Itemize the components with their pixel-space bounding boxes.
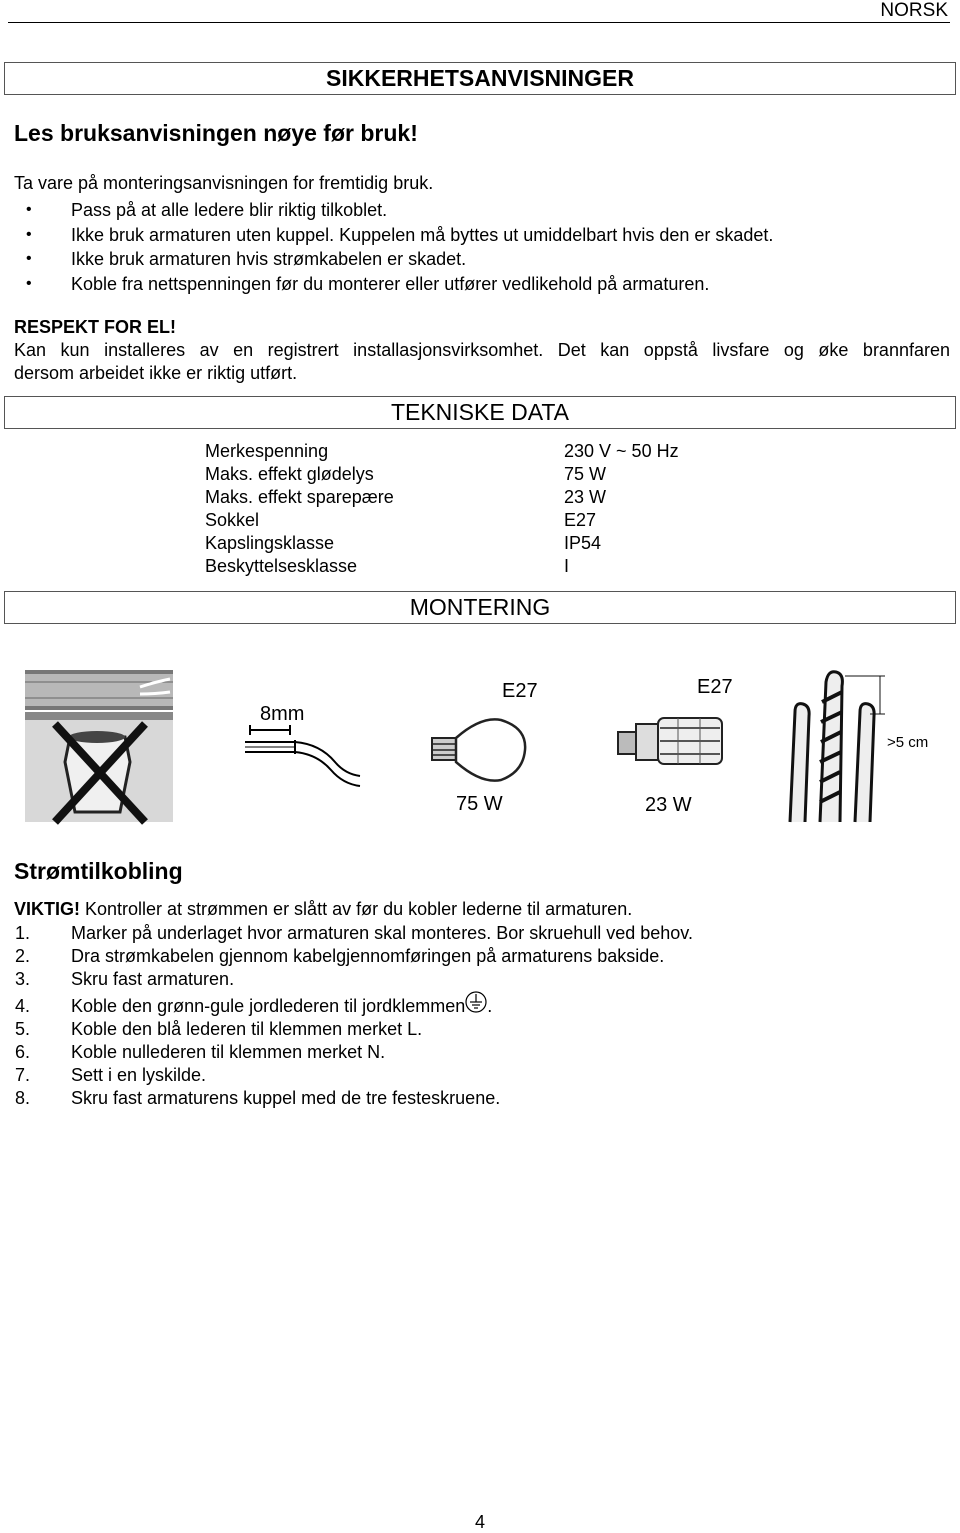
bullet-icon: • xyxy=(26,225,32,243)
mounting-heading: MONTERING xyxy=(4,591,956,624)
safety-heading: SIKKERHETSANVISNINGER xyxy=(4,62,956,95)
energy-saving-bulb-icon xyxy=(618,718,722,764)
safety-bullet-list xyxy=(14,198,773,296)
wire-strip-icon xyxy=(245,725,360,786)
bulb-power-label: 75 W xyxy=(456,793,503,815)
list-item: 7. Sett i en lyskilde. xyxy=(15,1065,207,1085)
page-language: NORSK xyxy=(880,0,948,21)
respect-text-line-1: Kan kun installeres av en registrert installasjonsvirksomhet. Det kan oppstå livsfare og øke brannfaren xyxy=(14,340,950,360)
list-item: 8. Skru fast armaturens kuppel med de tre festeskruene. xyxy=(15,1088,501,1108)
table-row: Beskyttelsesklasse I xyxy=(205,556,570,576)
keep-instructions-text: Ta vare på monteringsanvisningen for fremtidig bruk. xyxy=(14,173,434,193)
list-item: • Pass på at alle ledere blir riktig tilkoblet. xyxy=(14,198,773,223)
tech-data-table xyxy=(205,440,905,578)
list-item: 6. Koble nullederen til klemmen merket N. xyxy=(15,1042,386,1062)
list-item: 1. Marker på underlaget hvor armaturen skal monteres. Bor skruehull ved behov. xyxy=(15,923,693,943)
power-connection-heading: Strømtilkobling xyxy=(14,858,183,884)
strip-length-label: 8mm xyxy=(260,703,305,725)
bullet-icon: • xyxy=(26,201,32,218)
tech-data-heading: TEKNISKE DATA xyxy=(4,396,956,429)
list-item: • Ikke bruk armaturen uten kuppel. Kuppelen må byttes ut umiddelbart hvis den er skadet. xyxy=(14,223,773,248)
table-row: Sokkel E27 xyxy=(205,510,597,530)
important-text: Kontroller at strømmen er slått av før du kobler lederne til armaturen. xyxy=(80,899,633,919)
header-divider xyxy=(8,22,950,23)
table-row: Merkespenning 230 V ~ 50 Hz xyxy=(205,441,679,461)
respect-heading: RESPEKT FOR EL! xyxy=(14,317,177,337)
list-item: • Ikke bruk armaturen hvis strømkabelen er skadet. xyxy=(14,247,773,272)
table-row: Maks. effekt glødelys 75 W xyxy=(205,464,607,484)
table-row: Kapslingsklasse IP54 xyxy=(205,533,602,553)
earth-conductor-icon xyxy=(790,672,885,822)
cfl-socket-label: E27 xyxy=(697,676,733,698)
read-instructions-heading: Les bruksanvisningen nøye før bruk! xyxy=(14,120,418,146)
ground-symbol-icon xyxy=(465,991,487,1013)
cfl-power-label: 23 W xyxy=(645,794,692,816)
important-note xyxy=(14,898,632,921)
page-number: 4 xyxy=(474,1512,485,1532)
list-item: 2. Dra strømkabelen gjennom kabelgjennomføringen på armaturens bakside. xyxy=(15,946,665,966)
important-label: VIKTIG! xyxy=(14,899,80,919)
bulb-socket-label: E27 xyxy=(502,680,538,702)
respect-text-line-2: dersom arbeidet ikke er riktig utført. xyxy=(14,363,298,383)
earth-length-label: >5 cm xyxy=(887,734,929,751)
bullet-icon: • xyxy=(26,274,32,292)
mounting-illustration xyxy=(0,662,960,832)
no-wood-mounting-icon xyxy=(25,670,173,822)
list-item: 5. Koble den blå lederen til klemmen merket L. xyxy=(15,1019,423,1039)
incandescent-bulb-icon xyxy=(432,719,525,780)
table-row: Maks. effekt sparepære 23 W xyxy=(205,487,607,507)
list-item: 4. Koble den grønn-gule jordlederen til jordklemmen . xyxy=(14,995,693,1018)
list-item: • Koble fra nettspenningen før du monterer eller utfører vedlikehold på armaturen. xyxy=(14,272,773,297)
bullet-icon: • xyxy=(26,250,32,267)
installation-steps xyxy=(14,922,693,1110)
list-item: 3. Skru fast armaturen. xyxy=(15,969,235,989)
